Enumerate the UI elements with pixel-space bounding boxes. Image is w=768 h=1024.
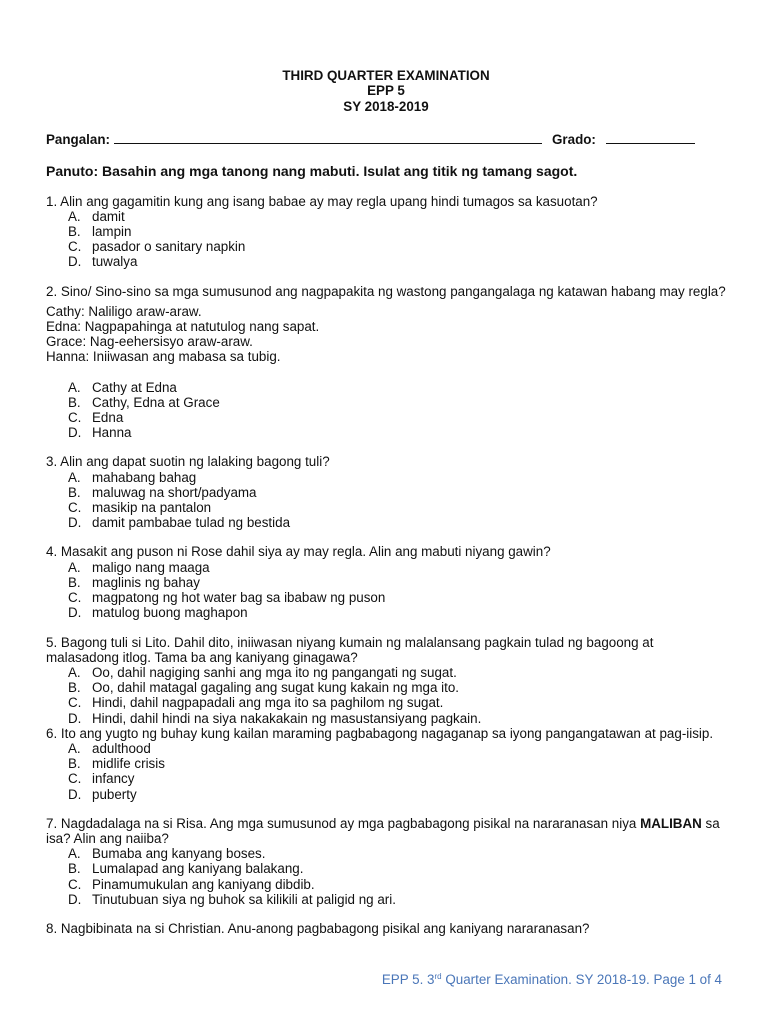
question-stem: 1. Alin ang gagamitin kung ang isang babae ay may regla upang hindi tumagos sa kasuotan? [46,193,598,209]
scenario-line: Edna: Nagpapahinga at natutulog nang sapat. [46,319,320,335]
option-text: lampin [92,224,132,240]
option-item [46,771,726,786]
option-item [46,410,726,425]
exam-header [46,68,726,114]
option-text: maluwag na short/padyama [92,484,257,500]
question-stem-after: sa isa? Alin ang naiiba? [46,815,720,846]
options-list [46,665,726,726]
options-list [46,741,726,802]
option-letter: C. [68,771,82,787]
option-letter: C. [68,590,82,606]
option-text: midlife crisis [92,756,165,772]
question-stem-before: 7. Nagdadalaga na si Risa. Ang mga sumusunod ay mga pagbabagong pisikal na nararanasan niya [46,815,641,831]
option-letter: D. [68,254,82,270]
option-item [46,575,726,590]
option-item [46,877,726,892]
option-letter: A. [68,559,81,575]
option-text: Oo, dahil matagal gagaling ang sugat kung kakain ng mga ito. [92,680,460,696]
grade-label: Grado: [552,132,596,148]
option-item [46,787,726,802]
option-item [46,485,726,500]
option-item [46,590,726,605]
question-3 [46,454,726,530]
question-stem: 2. Sino/ Sino-sino sa mga sumusunod ang nagpapakita ng wastong pangangalaga ng katawan habang may regla? [46,283,726,299]
option-text: Cathy, Edna at Grace [92,394,220,410]
question-stem: 4. Masakit ang puson ni Rose dahil siya ay may regla. Alin ang mabuti niyang gawin? [46,544,551,560]
option-letter: D. [68,515,82,531]
question-1 [46,194,726,270]
options-list [46,846,726,907]
question-8 [46,921,726,936]
question-7 [46,816,726,907]
option-text: tuwalya [92,254,138,270]
option-letter: D. [68,425,82,441]
question-2 [46,284,726,441]
question-stem: 8. Nagbibinata na si Christian. Anu-anong pagbabagong pisikal ang kaniyang nararanasan? [46,920,590,936]
option-text: Lumalapad ang kaniyang balakang. [92,861,304,877]
option-item [46,209,726,224]
option-letter: D. [68,786,82,802]
option-text: infancy [92,771,135,787]
footer-prefix: EPP 5. 3 [381,972,435,987]
option-item [46,665,726,680]
option-letter: D. [68,891,82,907]
option-letter: C. [68,239,82,255]
option-letter: A. [68,469,81,485]
option-letter: D. [68,710,82,726]
question-stem: 5. Bagong tuli si Lito. Dahil dito, iniiwasan niyang kumain ng malalansang pagkain tulad ng bagoong at malasadong itlog. Tama ba ang kaniyang ginagawa? [46,634,654,665]
option-letter: C. [68,410,82,426]
option-text: Oo, dahil nagiging sanhi ang mga ito ng pangangati ng sugat. [92,664,457,680]
option-item [46,892,726,907]
option-letter: C. [68,876,82,892]
option-text: Hanna [92,425,132,441]
footer-suffix: Quarter Examination. SY 2018-19. Page 1 of 4 [441,972,722,987]
question-stem: 6. Ito ang yugto ng buhay kung kailan maraming pagbabagong nagaganap sa iyong pangangatawan at pag-iisip. [46,725,714,741]
exam-title: THIRD QUARTER EXAMINATION [282,68,490,83]
option-letter: B. [68,484,81,500]
option-text: Edna [92,410,124,426]
option-text: Tinutubuan siya ng buhok sa kilikili at paligid ng ari. [92,891,396,907]
option-text: damit [92,208,125,224]
instructions: Panuto: Basahin ang mga tanong nang mabuti. Isulat ang titik ng tamang sagot. [46,163,578,180]
options-list [46,380,726,441]
option-letter: B. [68,861,81,877]
option-item [46,254,726,269]
option-text: adulthood [92,740,151,756]
option-letter: B. [68,574,81,590]
options-list [46,470,726,531]
scenario-line: Grace: Nag-eehersisyo araw-araw. [46,334,253,350]
option-letter: B. [68,680,81,696]
option-item [46,239,726,254]
option-letter: B. [68,224,81,240]
options-list [46,560,726,621]
option-text: puberty [92,786,137,802]
question-5 [46,635,726,726]
option-letter: C. [68,695,82,711]
option-text: mahabang bahag [92,469,197,485]
option-item [46,470,726,485]
option-item [46,425,726,440]
option-letter: A. [68,740,81,756]
name-blank-line [114,131,542,144]
question-stem-emphasis: MALIBAN [640,815,702,831]
option-item [46,380,726,395]
option-text: Cathy at Edna [92,379,177,395]
option-item [46,695,726,710]
option-item [46,560,726,575]
grade-blank-line [606,131,695,144]
option-text: Bumaba ang kanyang boses. [92,846,266,862]
scenario-line: Cathy: Naliligo araw-araw. [46,303,202,319]
option-text: Hindi, dahil hindi na siya nakakakain ng masustansiyang pagkain. [92,710,482,726]
option-item [46,741,726,756]
option-item [46,680,726,695]
option-text: pasador o sanitary napkin [92,239,246,255]
exam-subject: EPP 5 [367,83,405,99]
name-label: Pangalan: [46,132,110,148]
option-item [46,846,726,861]
page-footer [382,969,722,987]
option-letter: C. [68,500,82,516]
option-item [46,756,726,771]
option-item [46,515,726,530]
option-text: maglinis ng bahay [92,574,200,590]
option-letter: A. [68,208,81,224]
option-item [46,395,726,410]
option-text: Pinamumukulan ang kaniyang dibdib. [92,876,315,892]
option-text: damit pambabae tulad ng bestida [92,515,291,531]
option-item [46,224,726,239]
option-item [46,861,726,876]
exam-page [46,68,726,936]
option-letter: A. [68,846,81,862]
question-stem [46,816,726,846]
option-text: Hindi, dahil nagpapadali ang mga ito sa paghilom ng sugat. [92,695,444,711]
option-item [46,605,726,620]
question-4 [46,544,726,620]
option-letter: D. [68,605,82,621]
option-letter: A. [68,664,81,680]
option-letter: A. [68,379,81,395]
option-text: masikip na pantalon [92,500,212,516]
name-grade-row [46,131,726,147]
option-text: magpatong ng hot water bag sa ibabaw ng puson [92,590,386,606]
option-text: matulog buong maghapon [92,605,248,621]
question-stem: 3. Alin ang dapat suotin ng lalaking bagong tuli? [46,454,330,470]
option-item [46,500,726,515]
option-item [46,711,726,726]
footer-superscript: rd [434,972,442,981]
exam-school-year: SY 2018-2019 [343,98,429,114]
scenario-line: Hanna: Iniiwasan ang mabasa sa tubig. [46,349,281,365]
scenario-list [46,304,726,365]
option-text: maligo nang maaga [92,559,210,575]
options-list [46,209,726,270]
question-6 [46,726,726,802]
option-letter: B. [68,394,81,410]
option-letter: B. [68,756,81,772]
